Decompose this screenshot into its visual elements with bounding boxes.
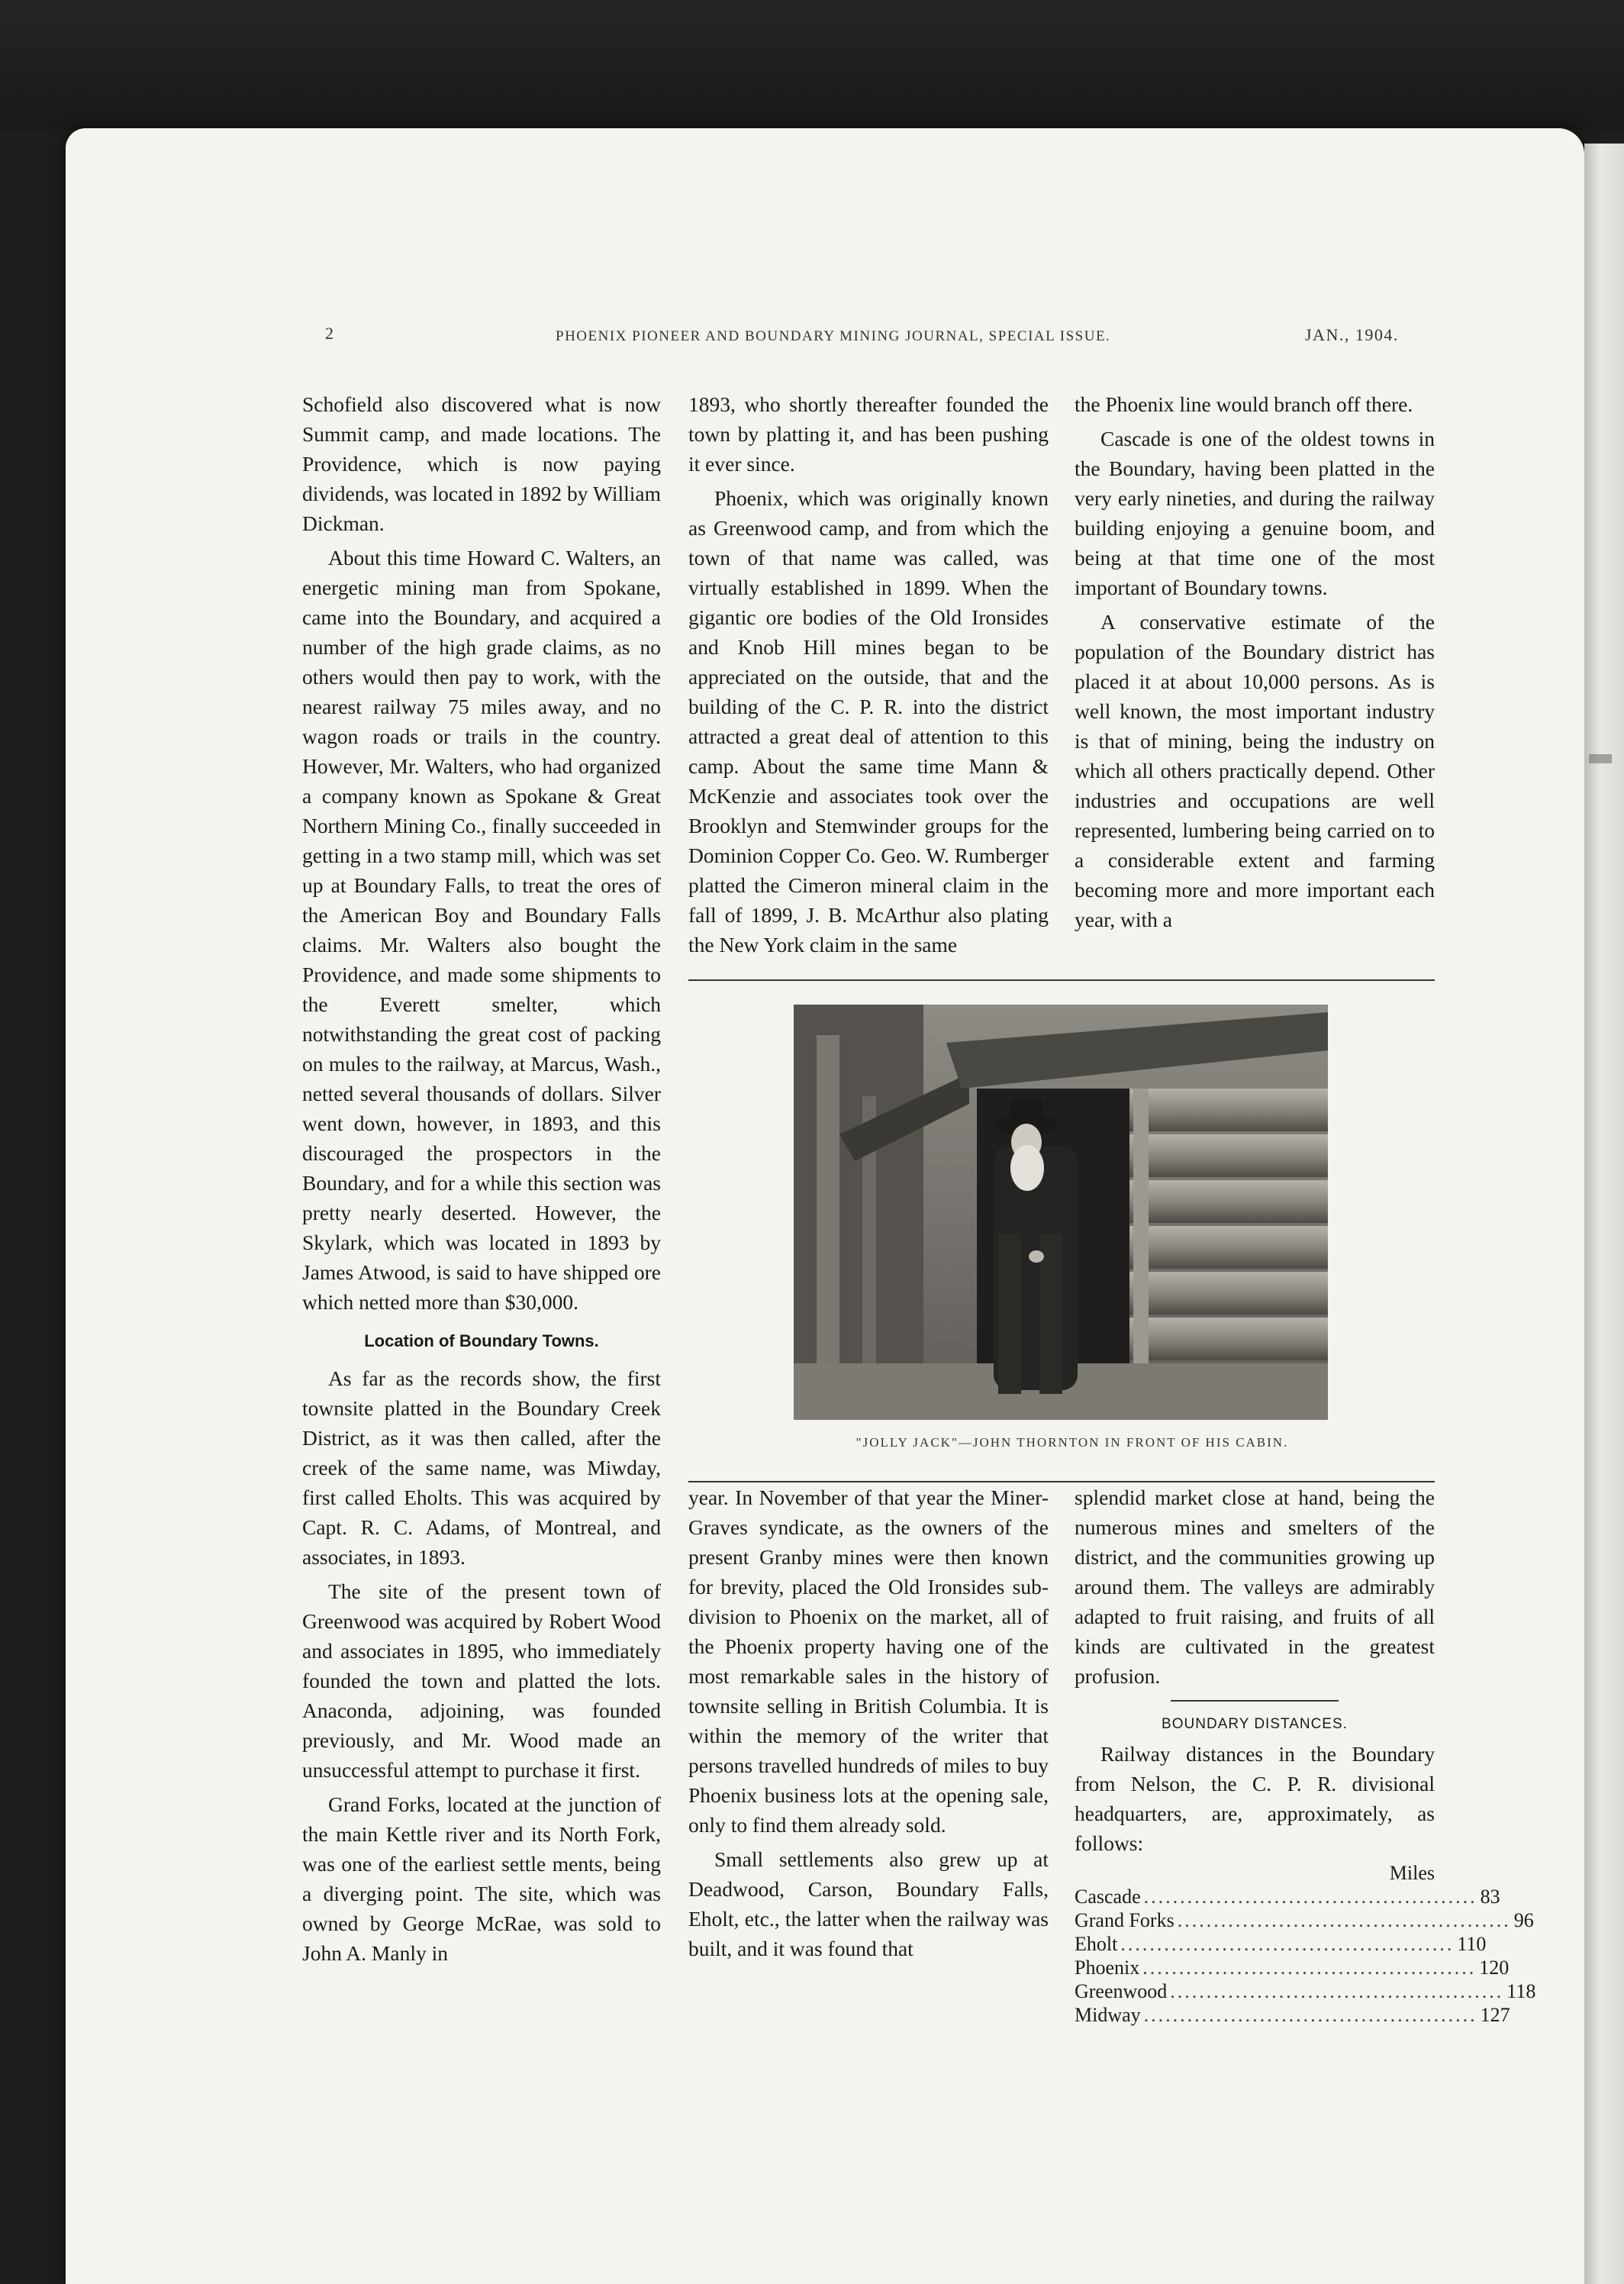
town-miles: 118 xyxy=(1506,1980,1536,2002)
town-name: Midway xyxy=(1075,2004,1141,2026)
distance-row xyxy=(1075,1932,1487,1956)
town-miles: 110 xyxy=(1457,1933,1487,1955)
town-miles: 127 xyxy=(1480,2004,1510,2026)
distance-row xyxy=(1075,1885,1500,1908)
paragraph: Railway distances in the Boundary from Nelson, the C. P. R. divisional headquarters, are, approximately, as follows: xyxy=(1075,1742,1435,1855)
leader-dots: .............................................. xyxy=(1143,1886,1477,1908)
town-name: Grand Forks xyxy=(1075,1909,1174,1931)
photo-top-rule xyxy=(688,979,1435,981)
paragraph: Small settlements also grew up at Deadwood, Carson, Boundary Falls, Eholt, etc., the latter when the railway was built, and it was found that xyxy=(688,1847,1049,1960)
paragraph: 1893, who shortly thereafter founded the town by platting it, and has been pushing it ever since. xyxy=(688,392,1049,476)
town-name: Greenwood xyxy=(1075,1980,1168,2002)
town-name: Phoenix xyxy=(1075,1957,1140,1979)
ink-mark xyxy=(1589,754,1612,763)
leader-dots: .............................................. xyxy=(1120,1933,1455,1955)
issue-date: JAN., 1904. xyxy=(1305,325,1399,344)
running-header xyxy=(321,324,1435,354)
paragraph: About this time Howard C. Walters, an energetic mining man from Spokane, came into the Boundary, and acquired a number of the high grade claims, as no others would then pay to work, with the nearest railway 75 miles away, and no wagon roads or trails in the country. However, Mr. Walters, who had organized a company known as Spokane & Great Northern Mining Co., finally succeeded in getting in a two stamp mill, which was set up at Boundary Falls, to treat the ores of the American Boy and Boundary Falls claims. Mr. Walters also bought the Providence, and made some shipments to the Everett smelter, which notwithstanding the great cost of packing on mules to the railway, at Marcus, Wash., netted several thousands of dollars. Silver went down, however, in 1893, and this discouraged the prospectors in the Boundary, and for a while this section was pretty nearly deserted. However, the Skylark, which was located in 1893 by James Atwood, is said to have shipped ore which netted more than $30,000. xyxy=(302,546,661,1314)
section-heading: Location of Boundary Towns. xyxy=(364,1331,599,1350)
paragraph: Cascade is one of the oldest towns in the Boundary, having been platted in the very early nineties, and during the railway building enjoying a genuine boom, and being at that time one of the most important of Boundary towns. xyxy=(1075,427,1435,599)
paragraph: Grand Forks, located at the junction of the main Kettle river and its North Fork, was one of the earliest settle ments, being a diverging point. The site, which was owned by George McRae, was sold to John A. Manly in xyxy=(302,1792,661,1965)
leader-dots: .............................................. xyxy=(1142,1957,1477,1979)
column-3-bottom xyxy=(1075,1482,1536,2027)
town-miles: 120 xyxy=(1479,1957,1510,1979)
column-1 xyxy=(302,389,661,1968)
column-3-top xyxy=(1075,389,1435,934)
town-miles: 83 xyxy=(1480,1886,1500,1908)
scan-background xyxy=(0,0,1624,130)
paragraph: year. In November of that year the Miner-Graves syndicate, as the owners of the present Granby mines were then known for brevity, placed the Old Ironsides sub-division to Phoenix on the market, all of the Phoenix property having one of the most remarkable sales in the history of townsite selling in British Columbia. It is within the memory of the writer that persons travelled hundreds of miles to buy Phoenix business lots at the opening sale, only to find them already sold. xyxy=(688,1486,1049,1837)
page-number: 2 xyxy=(325,324,334,343)
distance-table xyxy=(1075,1861,1536,2027)
distance-row xyxy=(1075,1979,1536,2003)
leader-dots: .............................................. xyxy=(1177,1909,1511,1931)
next-page-edge xyxy=(1584,144,1624,2284)
town-name: Eholt xyxy=(1075,1933,1118,1955)
paragraph: Phoenix, which was originally known as Greenwood camp, and from which the town of that name was called, was virtually established in 1899. When the gigantic ore bodies of the Old Ironsides and Knob Hill mines began to be appreciated on the outside, that and the building of the C. P. R. into the district attracted a great deal of attention to this camp. About the same time Mann & McKenzie and associates took over the Brooklyn and Stemwinder groups for the Dominion Copper Co. Geo. W. Rumberger platted the Cimeron mineral claim in the fall of 1899, J. B. McArthur also plating the New York claim in the same xyxy=(688,486,1049,957)
distance-row xyxy=(1075,1956,1510,1979)
paragraph: the Phoenix line would branch off there. xyxy=(1075,392,1413,416)
section-heading: BOUNDARY DISTANCES. xyxy=(1162,1716,1348,1732)
cabin-photograph xyxy=(794,1005,1328,1420)
distance-row xyxy=(1075,2003,1510,2027)
town-miles: 96 xyxy=(1513,1909,1534,1931)
town-name: Cascade xyxy=(1075,1886,1141,1908)
journal-title: PHOENIX PIONEER AND BOUNDARY MINING JOURNAL, SPECIAL ISSUE. xyxy=(556,328,1111,344)
leader-dots: .............................................. xyxy=(1170,1980,1504,2002)
paragraph: splendid market close at hand, being the numerous mines and smelters of the district, and the communities growing up around them. The valleys are admirably adapted to fruit raising, and fruits of all kinds are cultivated in the greatest profusion. xyxy=(1075,1486,1435,1688)
photo-caption: "JOLLY JACK"—JOHN THORNTON IN FRONT OF HIS CABIN. xyxy=(856,1435,1289,1450)
paragraph: A conservative estimate of the population of the Boundary district has placed it at about 10,000 persons. As is well known, the most important industry is that of mining, being the industry on which all others practically depend. Other industries and occupations are well represented, lumbering being carried on to a considerable extent and farming becoming more and more important each year, with a xyxy=(1075,610,1435,931)
leader-dots: .............................................. xyxy=(1143,2004,1477,2026)
distance-unit-label: Miles xyxy=(1389,1862,1435,1884)
paragraph: The site of the present town of Greenwood was acquired by Robert Wood and associates in 1895, who immediately founded the town and platted the lots. Anaconda, adjoining, was founded previously, and Mr. Wood made an unsuccessful attempt to purchase it first. xyxy=(302,1579,661,1782)
distance-row xyxy=(1075,1908,1534,1932)
paragraph: Schofield also discovered what is now Summit camp, and made locations. The Providence, which is now paying dividends, was located in 1892 by William Dickman. xyxy=(302,392,661,535)
section-rule xyxy=(1171,1700,1339,1702)
paragraph: As far as the records show, the first townsite platted in the Boundary Creek District, as it was then called, after the creek of the same name, was Miwday, first called Eholts. This was acquired by Capt. R. C. Adams, of Montreal, and associates, in 1893. xyxy=(302,1366,661,1569)
column-2-bottom xyxy=(688,1482,1049,1963)
column-2-top xyxy=(688,389,1049,960)
